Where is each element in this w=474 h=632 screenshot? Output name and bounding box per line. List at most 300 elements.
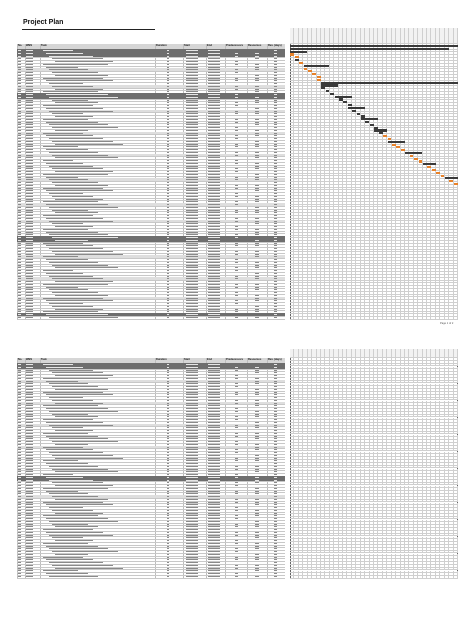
cell-text-stroke <box>274 367 277 368</box>
cell-text-stroke <box>255 190 259 191</box>
cell-text-stroke <box>255 135 259 136</box>
cell-text-stroke <box>186 50 198 51</box>
cell-text-stroke <box>235 212 238 213</box>
cell-text-stroke <box>26 179 33 180</box>
cell-text-stroke <box>208 281 220 282</box>
cell-text-stroke <box>26 254 33 255</box>
cell-text-stroke <box>18 422 21 423</box>
cell-text-stroke <box>274 416 277 417</box>
cell-text-stroke <box>255 221 259 222</box>
cell-text-stroke <box>255 119 259 120</box>
cell-text-stroke <box>26 248 33 249</box>
cell-text-stroke <box>274 240 277 241</box>
cell-text-stroke <box>46 381 78 382</box>
cell-text-stroke <box>255 240 259 241</box>
cell-text-stroke <box>235 309 238 310</box>
cell-text-stroke <box>167 317 169 318</box>
cell-text-stroke <box>49 193 83 194</box>
cell-text-stroke <box>208 138 220 139</box>
cell-text-stroke <box>26 411 33 412</box>
cell-text-stroke <box>186 221 198 222</box>
cell-text-stroke <box>26 392 33 393</box>
cell-text-stroke <box>26 171 33 172</box>
cell-text-stroke <box>26 72 33 73</box>
gantt-summary-bar <box>290 51 307 53</box>
cell-text-stroke <box>167 61 169 62</box>
cell-text-stroke <box>26 386 33 387</box>
cell-text-stroke <box>255 89 259 90</box>
cell-text-stroke <box>26 204 33 205</box>
cell-text-stroke <box>255 311 259 312</box>
cell-text-stroke <box>186 289 198 290</box>
cell-text-stroke <box>274 221 277 222</box>
cell-text-stroke <box>208 199 220 200</box>
cell-text-stroke <box>255 394 259 395</box>
cell-text-stroke <box>18 157 21 158</box>
cell-text-stroke <box>274 188 277 189</box>
cell-text-stroke <box>46 163 83 164</box>
cell-text-stroke <box>208 204 220 205</box>
col-header-start: Start <box>184 358 190 361</box>
cell-text-stroke <box>49 111 113 112</box>
cell-text-stroke <box>18 243 21 244</box>
cell-text-stroke <box>186 67 198 68</box>
cell-text-stroke <box>18 166 21 167</box>
cell-text-stroke <box>186 141 198 142</box>
cell-text-stroke <box>274 372 277 373</box>
cell-text-stroke <box>55 240 88 241</box>
cell-text-stroke <box>167 138 169 139</box>
cell-text-stroke <box>26 168 33 169</box>
cell-text-stroke <box>26 311 33 312</box>
cell-text-stroke <box>167 111 169 112</box>
cell-text-stroke <box>255 188 259 189</box>
cell-text-stroke <box>18 105 21 106</box>
gantt-summary-bar <box>321 84 338 86</box>
cell-text-stroke <box>49 383 88 384</box>
cell-text-stroke <box>274 64 277 65</box>
gantt-task-bar <box>410 155 414 157</box>
cell-text-stroke <box>186 119 198 120</box>
cell-text-stroke <box>43 105 93 106</box>
cell-text-stroke <box>208 289 220 290</box>
cell-text-stroke <box>235 237 238 238</box>
cell-text-stroke <box>167 278 169 279</box>
cell-text-stroke <box>167 223 169 224</box>
cell-text-stroke <box>274 278 277 279</box>
cell-text-stroke <box>255 102 259 103</box>
cell-text-stroke <box>274 67 277 68</box>
cell-text-stroke <box>235 78 238 79</box>
cell-text-stroke <box>26 287 33 288</box>
cell-text-stroke <box>18 408 21 409</box>
cell-text-stroke <box>186 196 198 197</box>
cell-text-stroke <box>186 168 198 169</box>
cell-text-stroke <box>167 311 169 312</box>
cell-text-stroke <box>274 160 277 161</box>
gantt-summary-bar <box>295 59 299 61</box>
cell-text-stroke <box>167 119 169 120</box>
gantt-summary-bar <box>374 129 387 131</box>
cell-text-stroke <box>235 130 238 131</box>
cell-text-stroke <box>255 223 259 224</box>
cell-text-stroke <box>49 138 103 139</box>
cell-text-stroke <box>26 394 33 395</box>
cell-text-stroke <box>274 127 277 128</box>
gantt-summary-bar <box>348 104 352 106</box>
cell-text-stroke <box>167 287 169 288</box>
cell-text-stroke <box>208 69 220 70</box>
cell-text-stroke <box>208 171 220 172</box>
cell-text-stroke <box>18 204 21 205</box>
col-header-task: Task <box>41 358 47 361</box>
cell-text-stroke <box>167 403 169 404</box>
cell-text-stroke <box>186 80 198 81</box>
cell-text-stroke <box>186 113 198 114</box>
cell-text-stroke <box>18 234 21 235</box>
cell-text-stroke <box>46 314 108 315</box>
cell-text-stroke <box>18 201 21 202</box>
cell-text-stroke <box>274 254 277 255</box>
cell-text-stroke <box>255 56 259 57</box>
cell-text-stroke <box>255 97 259 98</box>
cell-text-stroke <box>274 281 277 282</box>
cell-text-stroke <box>186 234 198 235</box>
cell-text-stroke <box>167 389 169 390</box>
cell-text-stroke <box>208 193 220 194</box>
cell-text-stroke <box>235 245 238 246</box>
cell-text-stroke <box>167 254 169 255</box>
cell-text-stroke <box>235 370 238 371</box>
cell-text-stroke <box>26 56 33 57</box>
cell-text-stroke <box>208 397 220 398</box>
cell-text-stroke <box>186 303 198 304</box>
cell-text-stroke <box>167 243 169 244</box>
cell-text-stroke <box>49 207 118 208</box>
cell-text-stroke <box>235 196 238 197</box>
cell-text-stroke <box>26 133 33 134</box>
cell-text-stroke <box>167 144 169 145</box>
cell-text-stroke <box>186 83 198 84</box>
cell-text-stroke <box>49 262 98 263</box>
cell-text-stroke <box>18 226 21 227</box>
gantt-summary-bar <box>365 121 369 123</box>
gantt-summary-bar <box>304 65 330 67</box>
cell-text-stroke <box>43 243 83 244</box>
cell-text-stroke <box>208 278 220 279</box>
cell-text-stroke <box>26 270 33 271</box>
cell-text-stroke <box>26 89 33 90</box>
cell-text-stroke <box>208 119 220 120</box>
cell-text-stroke <box>55 267 118 268</box>
cell-text-stroke <box>167 193 169 194</box>
cell-text-stroke <box>255 262 259 263</box>
cell-text-stroke <box>186 86 198 87</box>
cell-text-stroke <box>186 411 198 412</box>
cell-text-stroke <box>167 124 169 125</box>
cell-text-stroke <box>235 378 238 379</box>
cell-text-stroke <box>167 177 169 178</box>
cell-text-stroke <box>208 108 220 109</box>
cell-text-stroke <box>167 221 169 222</box>
cell-text-stroke <box>255 196 259 197</box>
cell-text-stroke <box>49 248 103 249</box>
cell-text-stroke <box>208 254 220 255</box>
cell-text-stroke <box>274 403 277 404</box>
gantt-summary-bar <box>348 107 365 109</box>
cell-text-stroke <box>18 265 21 266</box>
cell-text-stroke <box>18 309 21 310</box>
cell-text-stroke <box>26 174 33 175</box>
cell-text-stroke <box>18 174 21 175</box>
cell-text-stroke <box>255 298 259 299</box>
cell-text-stroke <box>167 210 169 211</box>
cell-text-stroke <box>167 411 169 412</box>
cell-text-stroke <box>255 122 259 123</box>
cell-text-stroke <box>274 113 277 114</box>
cell-text-stroke <box>235 287 238 288</box>
cell-text-stroke <box>208 311 220 312</box>
cell-text-stroke <box>52 372 103 373</box>
cell-text-stroke <box>235 408 238 409</box>
cell-text-stroke <box>49 303 83 304</box>
cell-text-stroke <box>43 298 103 299</box>
cell-text-stroke <box>274 204 277 205</box>
cell-text-stroke <box>46 218 103 219</box>
cell-text-stroke <box>167 80 169 81</box>
cell-text-stroke <box>18 300 21 301</box>
cell-text-stroke <box>26 50 33 51</box>
cell-text-stroke <box>208 386 220 387</box>
cell-text-stroke <box>26 212 33 213</box>
cell-text-stroke <box>18 405 21 406</box>
cell-text-stroke <box>235 119 238 120</box>
cell-text-stroke <box>208 127 220 128</box>
cell-text-stroke <box>186 124 198 125</box>
cell-text-stroke <box>52 386 98 387</box>
cell-text-stroke <box>55 157 118 158</box>
gantt-task-bar <box>304 68 308 70</box>
cell-text-stroke <box>26 284 33 285</box>
cell-text-stroke <box>26 113 33 114</box>
cell-text-stroke <box>186 223 198 224</box>
cell-text-stroke <box>167 295 169 296</box>
cell-text-stroke <box>235 403 238 404</box>
cell-text-stroke <box>255 64 259 65</box>
cell-text-stroke <box>208 229 220 230</box>
cell-text-stroke <box>274 75 277 76</box>
cell-text-stroke <box>186 122 198 123</box>
cell-text-stroke <box>208 317 220 318</box>
cell-text-stroke <box>255 80 259 81</box>
cell-text-stroke <box>274 116 277 117</box>
cell-text-stroke <box>235 193 238 194</box>
cell-text-stroke <box>167 130 169 131</box>
cell-text-stroke <box>18 146 21 147</box>
cell-text-stroke <box>55 185 108 186</box>
cell-text-stroke <box>186 425 198 426</box>
cell-text-stroke <box>235 270 238 271</box>
cell-text-stroke <box>26 259 33 260</box>
cell-text-stroke <box>186 317 198 318</box>
cell-text-stroke <box>274 289 277 290</box>
cell-text-stroke <box>186 309 198 310</box>
cell-text-stroke <box>26 210 33 211</box>
cell-text-stroke <box>52 100 88 101</box>
cell-text-stroke <box>255 370 259 371</box>
cell-text-stroke <box>208 383 220 384</box>
cell-text-stroke <box>167 386 169 387</box>
page-number: Page 1 of 2 <box>440 322 454 325</box>
cell-text-stroke <box>26 289 33 290</box>
cell-text-stroke <box>255 166 259 167</box>
cell-text-stroke <box>167 237 169 238</box>
cell-text-stroke <box>43 146 78 147</box>
cell-text-stroke <box>255 422 259 423</box>
cell-text-stroke <box>18 303 21 304</box>
cell-text-stroke <box>235 300 238 301</box>
cell-text-stroke <box>26 157 33 158</box>
cell-text-stroke <box>26 419 33 420</box>
cell-text-stroke <box>167 265 169 266</box>
cell-text-stroke <box>18 403 21 404</box>
cell-text-stroke <box>274 273 277 274</box>
cell-text-stroke <box>167 157 169 158</box>
cell-text-stroke <box>46 190 113 191</box>
col-header-predecessors: Predecessors <box>226 44 244 47</box>
cell-text-stroke <box>235 278 238 279</box>
cell-text-stroke <box>274 370 277 371</box>
cell-text-stroke <box>186 251 198 252</box>
cell-text-stroke <box>26 309 33 310</box>
cell-text-stroke <box>208 130 220 131</box>
cell-text-stroke <box>18 245 21 246</box>
cell-text-stroke <box>18 89 21 90</box>
cell-text-stroke <box>186 116 198 117</box>
cell-text-stroke <box>46 245 93 246</box>
cell-text-stroke <box>26 53 33 54</box>
cell-text-stroke <box>52 86 93 87</box>
cell-text-stroke <box>46 135 93 136</box>
cell-text-stroke <box>186 229 198 230</box>
cell-text-stroke <box>18 270 21 271</box>
cell-text-stroke <box>208 389 220 390</box>
cell-text-stroke <box>167 166 169 167</box>
cell-text-stroke <box>52 113 83 114</box>
cell-text-stroke <box>208 276 220 277</box>
cell-text-stroke <box>274 83 277 84</box>
cell-text-stroke <box>186 174 198 175</box>
cell-text-stroke <box>274 108 277 109</box>
cell-text-stroke <box>235 138 238 139</box>
cell-text-stroke <box>186 182 198 183</box>
cell-text-stroke <box>186 130 198 131</box>
cell-text-stroke <box>18 317 21 318</box>
cell-text-stroke <box>208 135 220 136</box>
cell-text-stroke <box>274 245 277 246</box>
cell-text-stroke <box>43 119 88 120</box>
col-header-rev-days: Rev. (days) <box>268 358 282 361</box>
cell-text-stroke <box>186 94 198 95</box>
cell-text-stroke <box>18 295 21 296</box>
cell-text-stroke <box>18 218 21 219</box>
cell-text-stroke <box>208 177 220 178</box>
cell-text-stroke <box>186 210 198 211</box>
cell-text-stroke <box>255 163 259 164</box>
cell-text-stroke <box>255 403 259 404</box>
cell-text-stroke <box>18 171 21 172</box>
cell-text-stroke <box>274 405 277 406</box>
cell-text-stroke <box>18 119 21 120</box>
cell-text-stroke <box>18 411 21 412</box>
cell-text-stroke <box>26 397 33 398</box>
cell-text-stroke <box>255 207 259 208</box>
cell-text-stroke <box>274 61 277 62</box>
cell-text-stroke <box>43 256 78 257</box>
cell-text-stroke <box>255 144 259 145</box>
cell-text-stroke <box>26 58 33 59</box>
cell-text-stroke <box>18 56 21 57</box>
col-header-start: Start <box>184 44 190 47</box>
cell-text-stroke <box>26 314 33 315</box>
cell-text-stroke <box>46 53 83 54</box>
cell-text-stroke <box>235 111 238 112</box>
cell-text-stroke <box>255 300 259 301</box>
cell-text-stroke <box>186 367 198 368</box>
cell-text-stroke <box>46 177 78 178</box>
cell-text-stroke <box>274 287 277 288</box>
cell-text-stroke <box>235 168 238 169</box>
cell-text-stroke <box>167 127 169 128</box>
col-header-resources: Resources <box>248 44 262 47</box>
cell-text-stroke <box>235 317 238 318</box>
cell-text-stroke <box>26 237 33 238</box>
cell-text-stroke <box>274 53 277 54</box>
cell-text-stroke <box>274 317 277 318</box>
cell-text-stroke <box>235 144 238 145</box>
cell-text-stroke <box>274 414 277 415</box>
cell-text-stroke <box>26 243 33 244</box>
cell-text-stroke <box>274 223 277 224</box>
cell-text-stroke <box>274 207 277 208</box>
cell-text-stroke <box>43 229 88 230</box>
cell-text-stroke <box>274 248 277 249</box>
cell-text-stroke <box>274 122 277 123</box>
cell-text-stroke <box>235 185 238 186</box>
cell-text-stroke <box>167 400 169 401</box>
cell-text-stroke <box>208 411 220 412</box>
cell-text-stroke <box>235 276 238 277</box>
cell-text-stroke <box>235 146 238 147</box>
cell-text-stroke <box>235 177 238 178</box>
cell-text-stroke <box>235 127 238 128</box>
cell-text-stroke <box>255 185 259 186</box>
cell-text-stroke <box>208 94 220 95</box>
cell-text-stroke <box>167 152 169 153</box>
cell-text-stroke <box>26 405 33 406</box>
cell-text-stroke <box>52 278 103 279</box>
cell-text-stroke <box>26 116 33 117</box>
cell-text-stroke <box>167 83 169 84</box>
cell-text-stroke <box>26 86 33 87</box>
cell-text-stroke <box>26 240 33 241</box>
cell-text-stroke <box>235 188 238 189</box>
cell-text-stroke <box>18 135 21 136</box>
cell-text-stroke <box>186 97 198 98</box>
cell-text-stroke <box>208 201 220 202</box>
cell-text-stroke <box>186 248 198 249</box>
col-header-wbs: WBS <box>26 358 33 361</box>
